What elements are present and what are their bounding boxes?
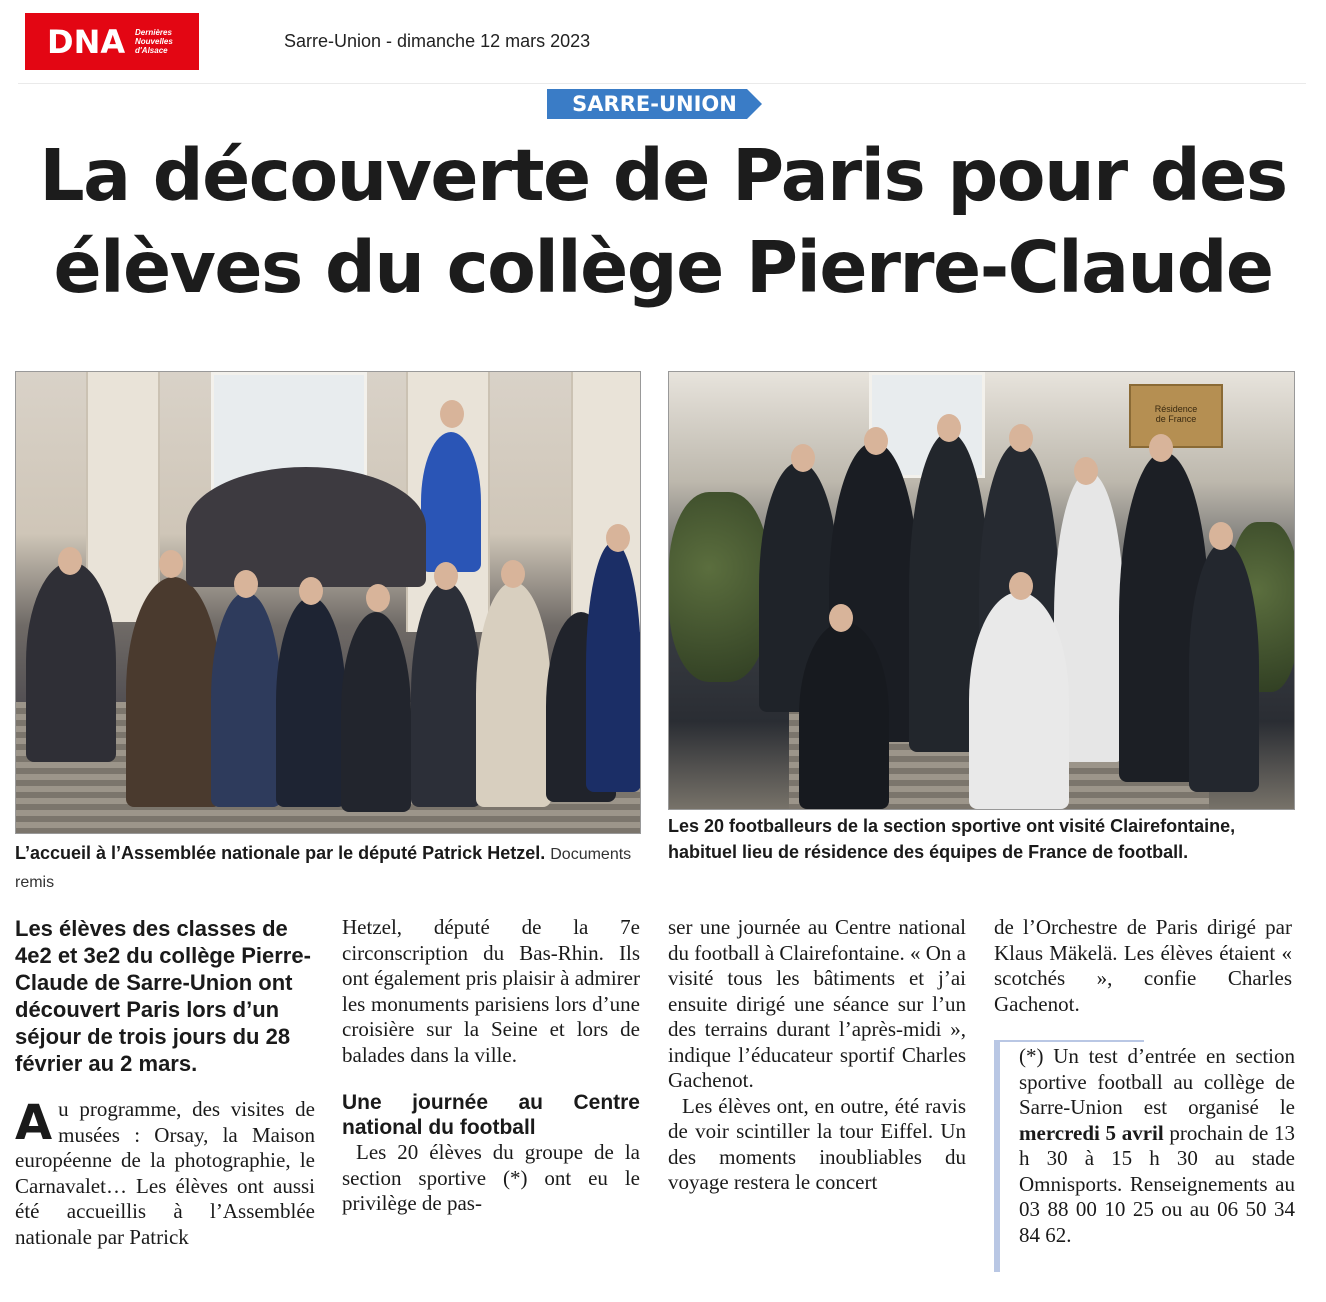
- plaque-line-1: Résidence: [1154, 404, 1198, 414]
- photo-caption-left: [15, 840, 635, 896]
- article-paragraph-4-end: de l’Orchestre de Paris dirigé par Klaus Mäkelä. Les élèves étaient « scotchés », confie Charles Gachenot.: [994, 915, 1292, 1016]
- footnote-date: mercredi 5 avril: [1019, 1120, 1164, 1145]
- photo-credit: Documents remis: [15, 846, 632, 891]
- article-column-3: [668, 915, 966, 1196]
- article-headline: La découverte de Paris pour des élèves du collège Pierre-Claude: [39, 134, 1287, 309]
- article-column-2: [342, 915, 640, 1217]
- footnote-rule: [994, 1040, 1144, 1042]
- section-kicker: [547, 89, 747, 119]
- plaque-line-2: de France: [1155, 414, 1197, 424]
- caption-right-text: Les 20 footballeurs de la section sportive ont visité Clairefontaine, habituel lieu de résidence des équipes de France de football.: [668, 816, 1236, 862]
- logo-text: DNA: [47, 23, 126, 61]
- kicker-label: SARRE-UNION: [572, 92, 737, 116]
- footnote-intro: (*) Un test d’entrée en section sportive football au collège de Sarre-Union est organisé le: [1019, 1044, 1295, 1119]
- caption-left-text: L’accueil à l’Assemblée nationale par le député Patrick Hetzel.: [15, 843, 546, 863]
- article-paragraph-1: [15, 1097, 315, 1250]
- header-divider: [18, 83, 1306, 84]
- article-paragraph-3-end: ser une journée au Centre national du football à Clairefontaine. « On a visité tous les bâtiments et j’ai ensuite dirigé une séance sur l’un des terrains durant l’après-midi », indique l’éducateur sportif Charles Gachenot.: [668, 915, 966, 1092]
- article-column-4: [994, 915, 1292, 1017]
- photo-assemblee-nationale: [15, 371, 641, 834]
- article-lead: Les élèves des classes de 4e2 et 3e2 du collège Pierre-Claude de Sarre-Union ont découvert Paris lors d’un séjour de trois jours du 28 février au 2 mars.: [15, 916, 311, 1076]
- photo-clairefontaine: [668, 371, 1295, 810]
- logo-subtitle: Dernières Nouvelles d'Alsace: [135, 28, 173, 55]
- footnote-text: [1019, 1044, 1295, 1248]
- article-paragraph-3-start: Les 20 élèves du groupe de la section sportive (*) ont eu le privilège de pas-: [342, 1140, 640, 1215]
- footnote-details: prochain de 13 h 30 à 15 h 30 au stade Omnisports. Renseignements au 03 88 00 10 25 ou au 06 50 34 84 62.: [1019, 1120, 1295, 1247]
- article-subhead: Une journée au Centre national du football: [342, 1091, 640, 1139]
- paragraph-1-text: u programme, des visites de musées : Orsay, la Maison européenne de la photographie, le Carnavalet… Les élèves ont aussi été accueillis à l’Assemblée nationale par Patrick: [15, 1097, 315, 1249]
- article-paragraph-2: Hetzel, député de la 7e circonscription du Bas-Rhin. Ils ont également pris plaisir à admirer les monuments parisiens lors d’une croisière sur la Seine et lors de balades dans la ville.: [342, 915, 640, 1067]
- edition-dateline: Sarre-Union - dimanche 12 mars 2023: [284, 31, 591, 51]
- residence-plaque: [1129, 384, 1223, 448]
- dna-logo: [25, 13, 199, 70]
- article-paragraph-4-start: Les élèves ont, en outre, été ravis de voir scintiller la tour Eiffel. Un des moments inoubliables du voyage restera le concert: [668, 1093, 966, 1194]
- photo-caption-right: [668, 813, 1293, 865]
- footnote-box: [994, 1040, 1298, 1272]
- drop-cap: A: [15, 1095, 53, 1151]
